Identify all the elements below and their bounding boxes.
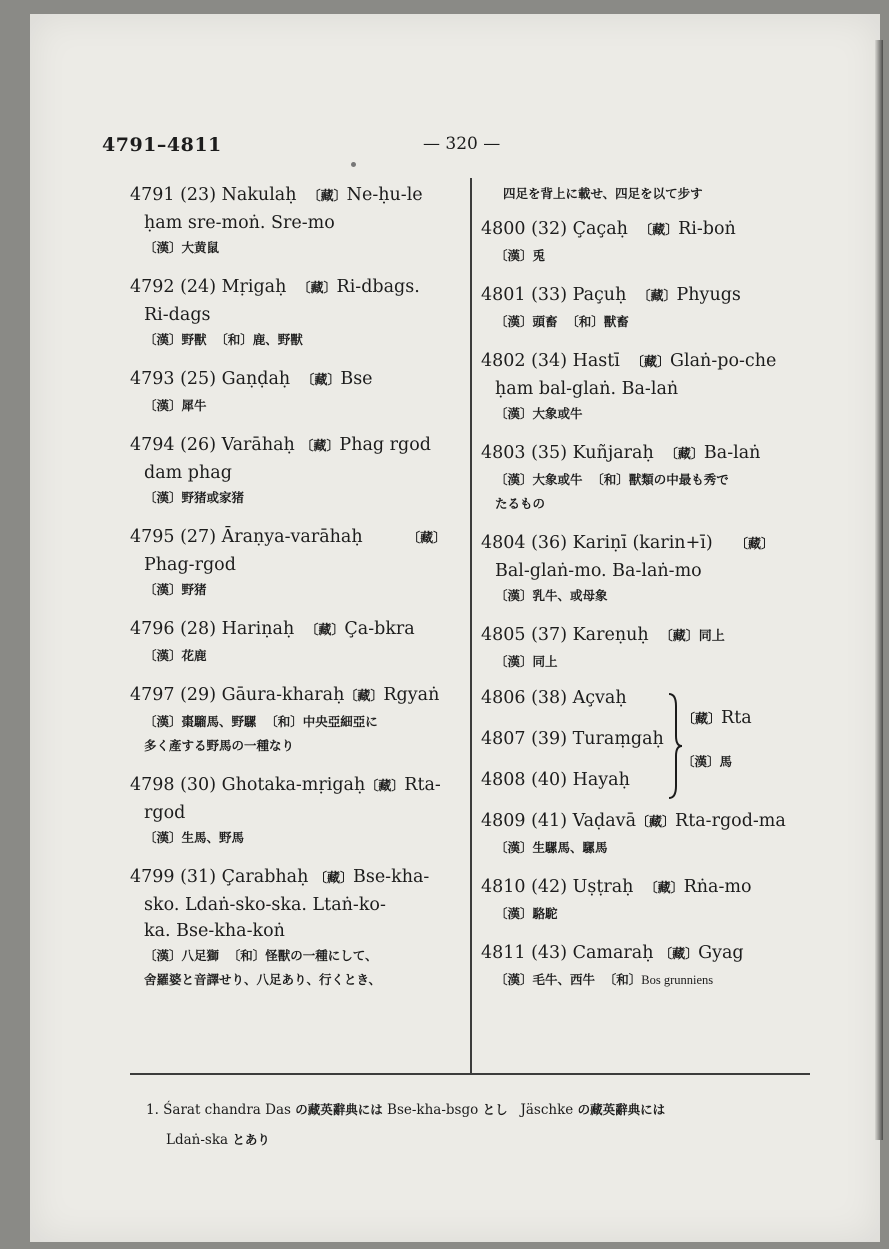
entry-4797	[130, 682, 460, 758]
chinese-gloss: 大象或牛	[532, 406, 583, 421]
chinese-label: 〔漢〕	[144, 332, 182, 347]
footnote-rule	[130, 1073, 810, 1075]
chinese-label: 〔漢〕	[144, 398, 182, 413]
tibetan-label: 〔藏〕	[407, 531, 447, 546]
entry-4796	[130, 616, 460, 668]
entry-head: 4797 (29) Gāura-kharaḥ	[130, 685, 345, 705]
tibetan-label: 〔藏〕	[636, 815, 676, 830]
footnote-text: Ldaṅ-ska	[166, 1132, 229, 1148]
tibetan-label: 〔藏〕	[365, 779, 405, 794]
chinese-label: 〔漢〕	[495, 406, 533, 421]
footnote-text: とし	[482, 1102, 508, 1117]
entry-continuation: sko. Ldaṅ-sko-ska. Ltaṅ-ko-	[144, 895, 386, 915]
chinese-gloss: 花鹿	[181, 648, 207, 663]
entry-continuation: ḥam sre-moṅ. Sre-mo	[144, 213, 335, 233]
chinese-gloss: 駱駝	[532, 906, 558, 921]
japanese-gloss: 中央亞細亞に	[302, 714, 378, 729]
chinese-label: 〔漢〕	[144, 648, 182, 663]
chinese-label: 〔漢〕	[495, 472, 533, 487]
tibetan-term: Rta-	[404, 775, 441, 795]
tibetan-label: 〔藏〕	[297, 281, 337, 296]
chinese-gloss: 乳牛、或母象	[532, 588, 608, 603]
footnote-text: Bse-kha-bsgo	[387, 1102, 479, 1118]
japanese-gloss: 獸類の中最も秀で	[628, 472, 729, 487]
chinese-label: 〔漢〕	[495, 972, 533, 987]
entry-continuation: Ri-dags	[144, 305, 211, 325]
tibetan-term: 同上	[698, 629, 725, 644]
tibetan-term: Phyugs	[676, 285, 741, 305]
chinese-label: 〔漢〕	[495, 314, 533, 329]
tibetan-label: 〔藏〕	[307, 189, 347, 204]
entry-4810	[481, 874, 813, 926]
chinese-gloss: 八足獅	[181, 948, 220, 963]
entry-head: 4810 (42) Uṣṭraḥ	[481, 877, 634, 897]
tibetan-term: Glaṅ-po-che	[670, 351, 777, 371]
chinese-label: 〔漢〕	[495, 840, 533, 855]
japanese-gloss: Bos grunniens	[641, 973, 714, 987]
entry-4791	[130, 182, 460, 260]
tibetan-label: 〔藏〕	[313, 871, 353, 886]
chinese-gloss: 馬	[719, 754, 733, 769]
entry-head: 4794 (26) Varāhaḥ	[130, 435, 295, 455]
chinese-label: 〔漢〕	[144, 582, 182, 597]
entry-head: 4799 (31) Çarabhaḥ	[130, 867, 309, 887]
tibetan-term: Ri-boṅ	[678, 219, 736, 239]
entry-head: 4800 (32) Çaçaḥ	[481, 219, 628, 239]
japanese-gloss-continuation: たるもの	[495, 496, 546, 511]
entry-4804	[481, 530, 813, 608]
entry-4799	[130, 864, 460, 992]
chinese-gloss: 棗騮馬、野騾	[181, 714, 257, 729]
japanese-label: 〔和〕	[265, 714, 303, 729]
tibetan-label: 〔藏〕	[639, 223, 679, 238]
entry-head: 4791 (23) Nakulaḥ	[130, 185, 297, 205]
entry-4792	[130, 274, 460, 352]
entry-head: 4803 (35) Kuñjaraḥ	[481, 443, 654, 463]
ink-speck	[351, 162, 356, 167]
tibetan-label: 〔藏〕	[637, 289, 677, 304]
chinese-label: 〔漢〕	[144, 714, 182, 729]
tibetan-term: Rgyaṅ	[383, 685, 440, 705]
entry-head: 4796 (28) Hariṇaḥ	[130, 619, 295, 639]
footnote-text: とあり	[232, 1132, 270, 1147]
footnote-text: 1. Śarat chandra Das	[146, 1102, 291, 1118]
footnote-text: Jäschke	[520, 1102, 574, 1118]
entry-4803	[481, 440, 813, 516]
entry-group-4806-4808	[481, 688, 813, 798]
tibetan-term: Rta	[721, 708, 752, 728]
tibetan-term: Gyag	[698, 943, 744, 963]
entry-4801	[481, 282, 813, 334]
entry-continuation: dam phag	[144, 463, 232, 483]
right-column	[481, 182, 813, 1006]
chinese-label: 〔漢〕	[682, 754, 720, 769]
entry-head: 4804 (36) Kariṇī (karin+ī)	[481, 533, 713, 553]
tibetan-term: Bse-kha-	[352, 867, 430, 887]
chinese-label: 〔漢〕	[144, 240, 182, 255]
tibetan-label: 〔藏〕	[305, 623, 345, 638]
entry-4811	[481, 940, 813, 992]
entry-head: 4793 (25) Gaṇḍaḥ	[130, 369, 291, 389]
entry-head: 4795 (27) Āraṇya-varāhaḥ	[130, 527, 363, 547]
left-column	[130, 182, 460, 1006]
entry-4809	[481, 808, 813, 860]
tibetan-label: 〔藏〕	[301, 373, 341, 388]
entry-head: 4811 (43) Camaraḥ	[481, 943, 654, 963]
tibetan-label: 〔藏〕	[664, 447, 704, 462]
japanese-gloss: 怪獸の一種にして、	[265, 948, 378, 963]
tibetan-label: 〔藏〕	[631, 355, 671, 370]
chinese-label: 〔漢〕	[144, 948, 182, 963]
chinese-gloss: 同上	[532, 654, 558, 669]
entry-continuation: Bal-glaṅ-mo. Ba-laṅ-mo	[495, 561, 702, 581]
chinese-gloss: 野猪或家猪	[181, 490, 245, 505]
japanese-gloss: 鹿、野獸	[252, 332, 303, 347]
japanese-label: 〔和〕	[591, 472, 629, 487]
page-number: — 320 —	[423, 134, 501, 154]
chinese-label: 〔漢〕	[495, 906, 533, 921]
entry-head: 4802 (34) Hastī	[481, 351, 620, 371]
chinese-label: 〔漢〕	[144, 830, 182, 845]
footnote	[146, 1095, 826, 1155]
chinese-gloss: 野獸	[181, 332, 207, 347]
chinese-gloss: 大黄鼠	[181, 240, 220, 255]
tibetan-label: 〔藏〕	[300, 439, 340, 454]
chinese-gloss: 犀牛	[181, 398, 207, 413]
tibetan-term: Bse	[340, 369, 373, 389]
entry-4794	[130, 432, 460, 510]
tibetan-label: 〔藏〕	[344, 689, 384, 704]
tibetan-term: Ba-laṅ	[703, 443, 761, 463]
tibetan-label: 〔藏〕	[682, 712, 722, 727]
tibetan-label: 〔藏〕	[659, 629, 699, 644]
chinese-gloss: 毛牛、西牛	[532, 972, 596, 987]
tibetan-term: Ne-ḥu-le	[346, 185, 423, 205]
entry-head: 4807 (39) Turaṃgaḥ	[481, 729, 664, 749]
chinese-label: 〔漢〕	[495, 588, 533, 603]
chinese-gloss: 野猪	[181, 582, 207, 597]
entry-continuation: Phag-rgod	[144, 555, 236, 575]
chinese-label: 〔漢〕	[144, 490, 182, 505]
continued-gloss: 四足を背上に載せ、四足を以て步す	[503, 186, 703, 201]
chinese-gloss: 生騾馬、騾馬	[532, 840, 608, 855]
japanese-label: 〔和〕	[215, 332, 253, 347]
tibetan-term: Ça-bkra	[344, 619, 415, 639]
entry-4793	[130, 366, 460, 418]
curly-brace-icon	[667, 692, 683, 800]
entry-4795	[130, 524, 460, 602]
entry-head: 4805 (37) Kareṇuḥ	[481, 625, 649, 645]
entry-head: 4808 (40) Hayaḥ	[481, 770, 630, 790]
tibetan-term: Rta-rgod-ma	[675, 811, 786, 831]
entry-4805	[481, 622, 813, 674]
footnote-text: の藏英辭典には	[577, 1102, 666, 1117]
japanese-label: 〔和〕	[566, 314, 604, 329]
chinese-label: 〔漢〕	[495, 248, 533, 263]
entry-head: 4801 (33) Paçuḥ	[481, 285, 627, 305]
footnote-text: の藏英辭典には	[295, 1102, 383, 1117]
chinese-label: 〔漢〕	[495, 654, 533, 669]
tibetan-term: Phag rgod	[339, 435, 431, 455]
japanese-label: 〔和〕	[227, 948, 266, 963]
tibetan-label: 〔藏〕	[659, 947, 699, 962]
tibetan-label: 〔藏〕	[734, 537, 774, 552]
tibetan-term: Rṅa-mo	[683, 877, 752, 897]
column-divider	[470, 178, 472, 1073]
japanese-gloss: 獸畜	[603, 314, 629, 329]
entry-4798	[130, 772, 460, 850]
chinese-gloss: 大象或牛	[532, 472, 583, 487]
tibetan-term: Ri-dbags.	[336, 277, 420, 297]
chinese-gloss: 兎	[532, 248, 546, 263]
japanese-label: 〔和〕	[603, 972, 642, 987]
japanese-gloss-continuation: 多く產する野馬の一種なり	[144, 738, 295, 753]
entry-4802	[481, 348, 813, 426]
chinese-gloss: 頭畜	[532, 314, 558, 329]
entry-continuation: ka. Bse-kha-koṅ	[144, 921, 285, 941]
tibetan-label: 〔藏〕	[644, 881, 684, 896]
entry-continuation: ḥam bal-glaṅ. Ba-laṅ	[495, 379, 679, 399]
entry-range-header: 4791–4811	[102, 134, 222, 156]
entry-continuation: rgod	[144, 803, 186, 823]
entry-4800	[481, 216, 813, 268]
entry-head: 4809 (41) Vaḍavā	[481, 811, 637, 831]
entry-head: 4792 (24) Mṛigaḥ	[130, 277, 287, 297]
entry-head: 4806 (38) Açvaḥ	[481, 688, 627, 708]
japanese-gloss-continuation: 舍羅婆と音譯せり、八足あり、行くとき、	[144, 972, 382, 987]
chinese-gloss: 生馬、野馬	[181, 830, 245, 845]
entry-head: 4798 (30) Ghotaka-mṛigaḥ	[130, 775, 366, 795]
page-edge-shadow	[875, 40, 883, 1140]
